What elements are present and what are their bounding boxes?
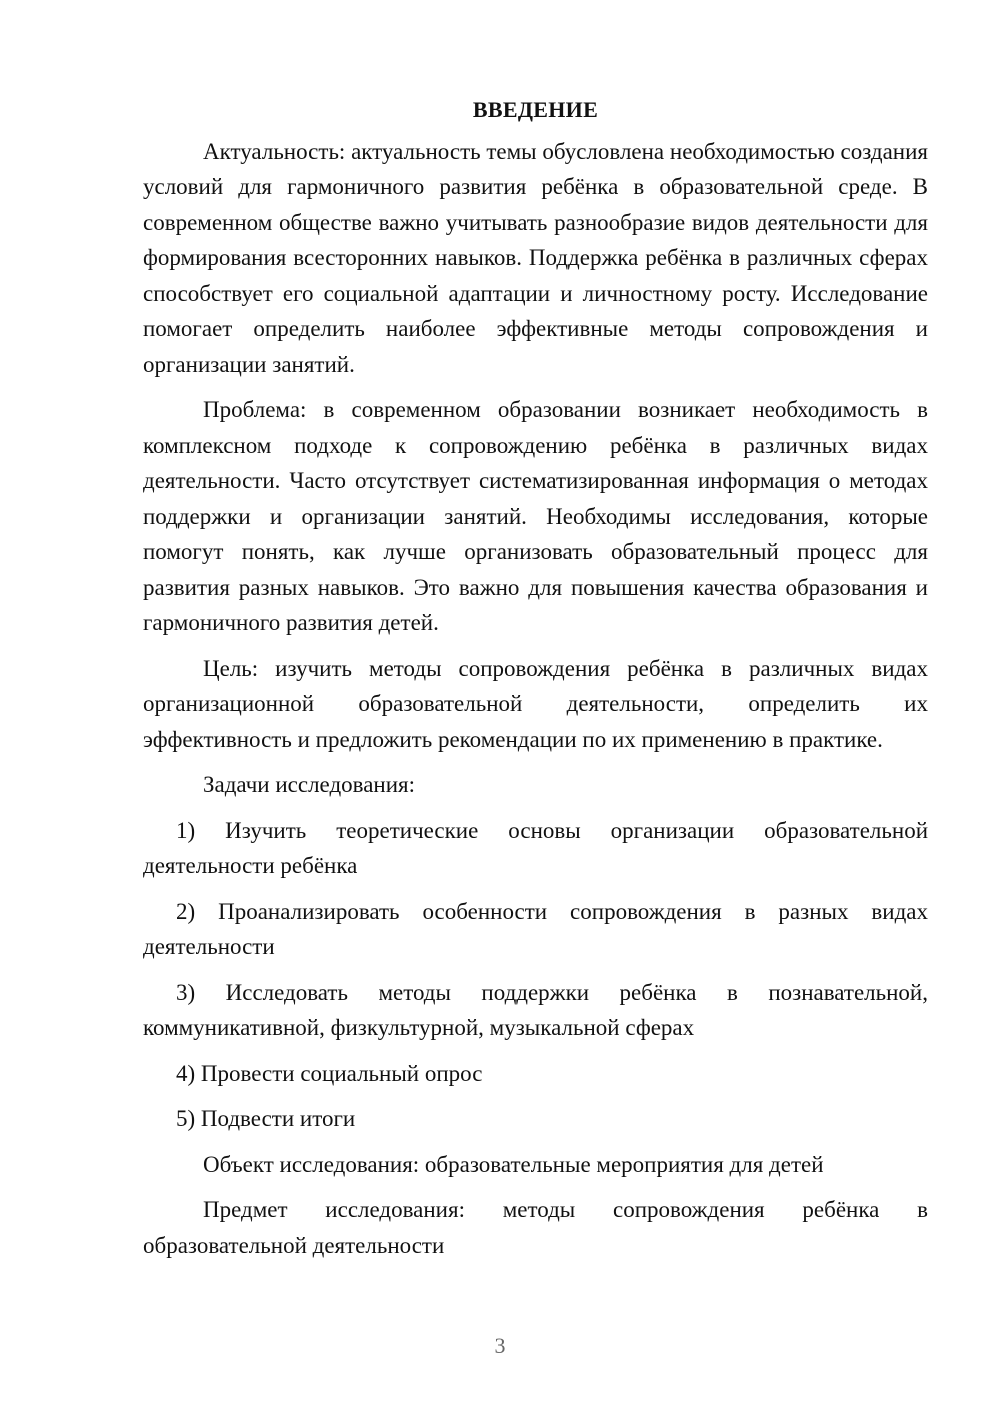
relevance-paragraph: Актуальность: актуальность темы обусловлена необходимостью создания условий для гармоничного развития ребёнка в образовательной среде. В современном обществе важно учитывать разнообразие видов деятельности для формирования всесторонних навыков. Поддержка ребёнка в различных сферах способствует его социальной адаптации и личностному росту. Исследование помогает определить наиболее эффективные методы сопровождения и организации занятий. — [143, 138, 929, 377]
goal-paragraph: Цель: изучить методы сопровождения ребёнка в различных видах организационной образовательной деятельности, определить их эффективность и предложить рекомендации по их применению в практике. — [143, 655, 928, 752]
problem-paragraph: Проблема: в современном образовании возникает необходимость в комплексном подходе к сопровождению ребёнка в различных видах деятельности. Часто отсутствует систематизированная информация о методах поддержки и организации занятий. Необходимы исследования, которые помогут понять, как лучше организовать образовательный процесс для развития разных навыков. Это важно для повышения качества образования и гармоничного развития детей. — [143, 397, 928, 635]
page-content — [143, 92, 928, 1273]
task-item-3: 3) Исследовать методы поддержки ребёнка в познавательной, коммуникативной, физкультурной, музыкальной сферах — [143, 979, 928, 1040]
task-item-1: 1) Изучить теоретические основы организации образовательной деятельности ребёнка — [143, 817, 928, 878]
task-item-5: 5) Подвести итоги — [176, 1106, 356, 1131]
object-paragraph: Объект исследования: образовательные мероприятия для детей — [203, 1151, 824, 1177]
tasks-heading: Задачи исследования: — [203, 772, 416, 797]
page-number: 3 — [494, 1333, 506, 1358]
subject-paragraph: Предмет исследования: методы сопровождения ребёнка в образовательной деятельности — [143, 1197, 928, 1258]
task-item-4: 4) Провести социальный опрос — [176, 1060, 483, 1086]
section-title: ВВЕДЕНИЕ — [472, 97, 599, 122]
task-item-2: 2) Проанализировать особенности сопровождения в разных видах деятельности — [143, 898, 928, 959]
